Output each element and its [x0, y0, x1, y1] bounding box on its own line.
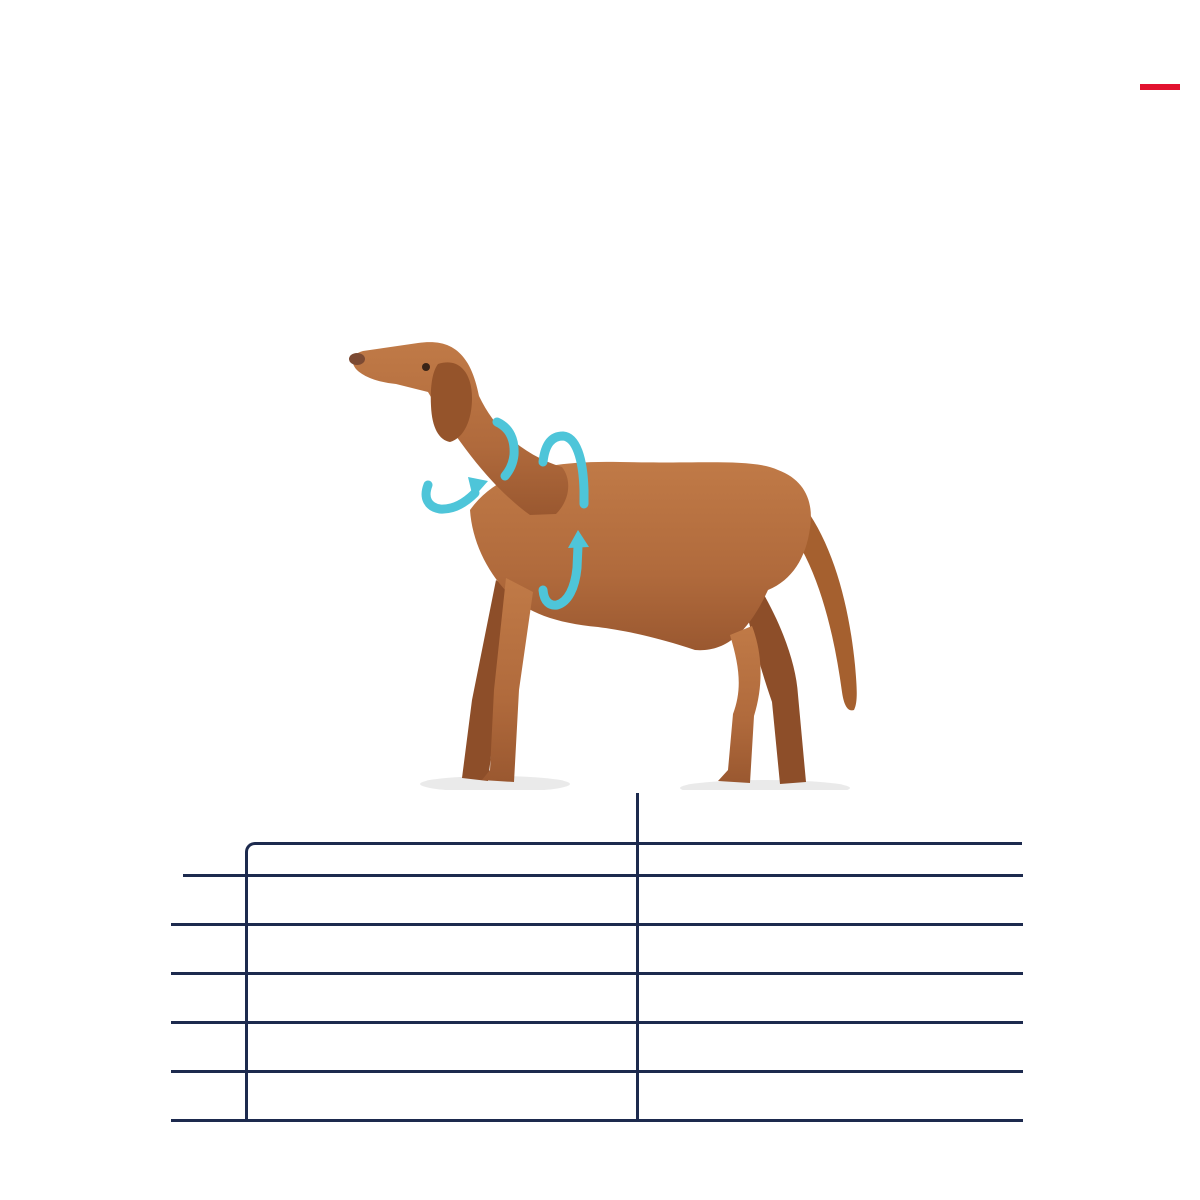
halti-logo — [990, 10, 1162, 104]
table-row-l — [165, 1021, 1023, 1070]
dog-illustration — [300, 340, 900, 790]
size-table — [165, 795, 1023, 1123]
size-label — [165, 972, 245, 1021]
table-row-s — [165, 923, 1023, 972]
column-header-neck — [245, 803, 636, 839]
halti-logo-crossbar — [1140, 84, 1180, 90]
chest-range — [636, 923, 1023, 972]
size-label — [165, 923, 245, 972]
chest-range — [636, 972, 1023, 1021]
column-header-chest — [636, 803, 1023, 839]
chest-range — [636, 874, 1023, 923]
chest-range — [636, 1021, 1023, 1070]
unit-label-neck — [245, 844, 636, 874]
neck-range — [245, 1070, 636, 1119]
table-row-xl — [165, 1070, 1023, 1119]
neck-range — [245, 874, 636, 923]
size-label — [165, 1021, 245, 1070]
neck-range — [245, 923, 636, 972]
vizsla-dog-icon — [300, 340, 900, 790]
neck-range — [245, 972, 636, 1021]
chest-range — [636, 1070, 1023, 1119]
unit-label-chest — [636, 844, 1023, 874]
table-row-xs — [165, 874, 1023, 923]
size-label — [165, 1070, 245, 1119]
neck-range — [245, 1021, 636, 1070]
table-line — [171, 1119, 1023, 1122]
table-row-m — [165, 972, 1023, 1021]
size-label — [165, 874, 245, 923]
